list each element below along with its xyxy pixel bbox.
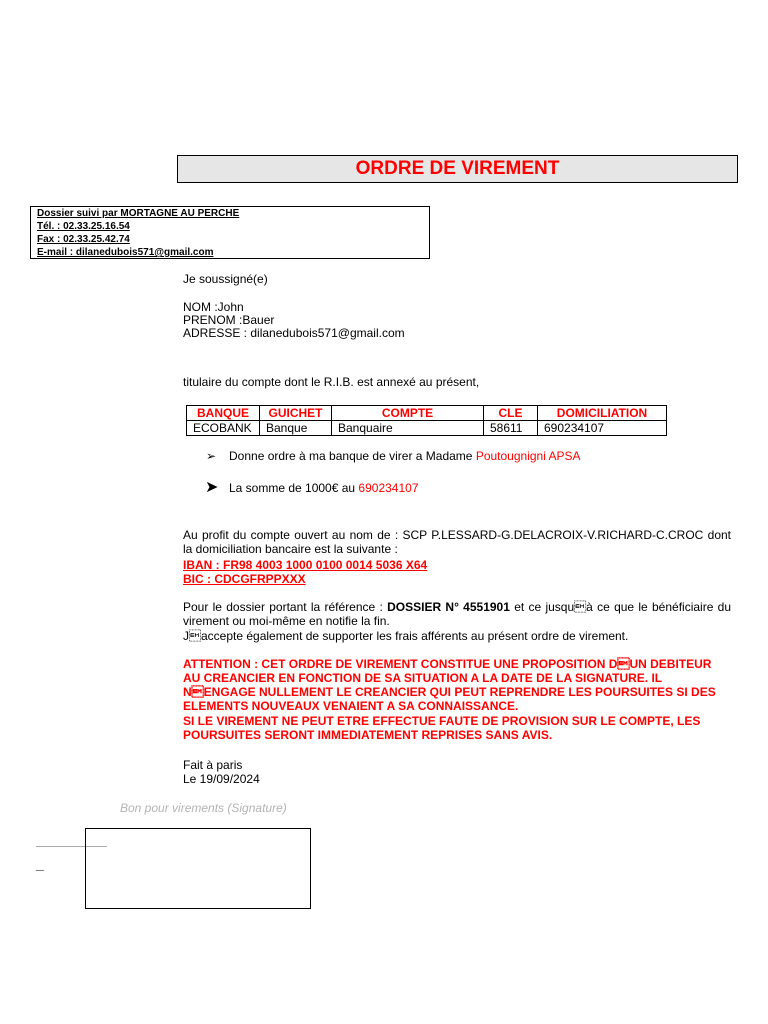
- tel-line: Tél. : 02.33.25.16.54: [37, 221, 130, 232]
- accept-text: Jaccepte également de supporter les frais afférents au présent ordre de virement.: [183, 629, 629, 643]
- titulaire-text: titulaire du compte dont le R.I.B. est annexé au présent,: [183, 375, 480, 389]
- bullet-2: La somme de 1000€ au 690234107: [229, 481, 419, 495]
- rib-cell: ECOBANK: [187, 421, 260, 436]
- rib-cell: 690234107: [538, 421, 667, 436]
- nom-line: NOM :John: [183, 300, 244, 314]
- rib-header-row: [187, 406, 667, 421]
- attention-p1: ATTENTION : CET ORDRE DE VIREMENT CONSTITUE UNE PROPOSITION DUN DEBITEUR AU CREANCIER EN FONCTION DE SA SITUATION A LA DATE DE LA SIGNATURE. IL NENGAGE NULLEMENT LE CREANCIER QUI PEUT REPRENDRE LES POURSUITES SI DES ELEMENTS NOUVEAUX VENAIENT A SA CONNAISSANCE.: [183, 657, 716, 713]
- rib-cell: Banquaire: [332, 421, 484, 436]
- date-text: Le 19/09/2024: [183, 772, 260, 786]
- rib-cell: 58611: [484, 421, 538, 436]
- rib-header: DOMICILIATION: [538, 406, 667, 421]
- bullet-arrow-icon: ➤: [205, 479, 219, 496]
- bullet-arrow-icon: ➢: [206, 449, 217, 463]
- dash-mark: _: [36, 856, 44, 872]
- rib-header: CLE: [484, 406, 538, 421]
- rib-cell: Banque: [260, 421, 332, 436]
- dossier-line: Dossier suivi par MORTAGNE AU PERCHE: [37, 208, 240, 219]
- iban-line: IBAN : FR98 4003 1000 0100 0014 5036 X64: [183, 558, 428, 572]
- rib-header: GUICHET: [260, 406, 332, 421]
- page-title: ORDRE DE VIREMENT: [355, 158, 560, 179]
- signature-label: Bon pour virements (Signature): [120, 801, 287, 815]
- fait-text: Fait à paris: [183, 758, 243, 772]
- adresse-line: ADRESSE : dilanedubois571@gmail.com: [183, 326, 405, 340]
- rib-header: COMPTE: [332, 406, 484, 421]
- bic-line: BIC : CDCGFRPPXXX: [183, 572, 306, 586]
- rib-table: [186, 405, 667, 436]
- attention-p2: SI LE VIREMENT NE PEUT ETRE EFFECTUE FAUTE DE PROVISION SUR LE COMPTE, LES POURSUITES SERONT IMMEDIATEMENT REPRISES SANS AVIS.: [183, 714, 701, 742]
- rib-header: BANQUE: [187, 406, 260, 421]
- intro-text: Je soussigné(e): [183, 272, 268, 286]
- prenom-line: PRENOM :Bauer: [183, 313, 275, 327]
- title-box: [177, 155, 738, 183]
- reference-text: Pour le dossier portant la référence : DOSSIER N° 4551901 et ce jusquà ce que le bénéficiaire du virement ou moi-même en notifie la fin.: [183, 600, 732, 628]
- rib-data-row: [187, 421, 667, 436]
- fax-line: Fax : 02.33.25.42.74: [37, 234, 130, 245]
- signature-box[interactable]: [85, 828, 311, 909]
- dossier-box: [30, 206, 430, 259]
- email-line: E-mail : dilanedubois571@gmail.com: [37, 247, 214, 258]
- profit-text: Au profit du compte ouvert au nom de : SCP P.LESSARD-G.DELACROIX-V.RICHARD-C.CROC dont la domiciliation bancaire est la suivante :: [183, 528, 731, 556]
- bullet-1: Donne ordre à ma banque de virer a Madame Poutougnigni APSA: [229, 449, 581, 463]
